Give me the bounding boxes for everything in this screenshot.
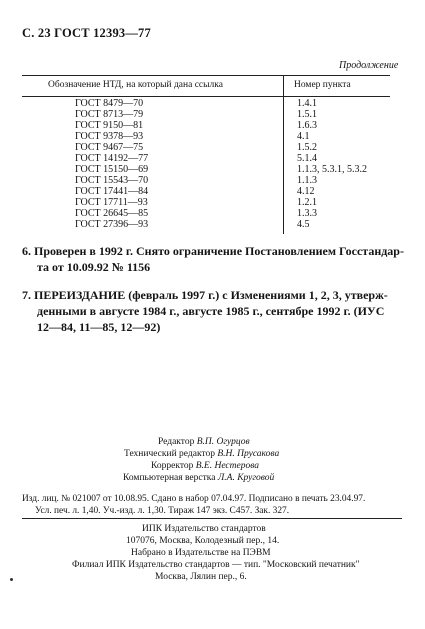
credit-tech-name: В.Н. Прусакова [217,449,280,459]
publisher-address: 107076, Москва, Колодезный пер., 14. [126,536,280,546]
note-7-line-3: 12—84, 11—85, 12—92) [37,320,161,334]
doc-cell: ГОСТ 15150—69 [75,164,149,175]
imprint-line-2: Усл. печ. л. 1,40. Уч.-изд. л. 1,30. Тираж 147 экз. С457. Зак. 327. [35,506,290,516]
continuation-label: Продолжение [339,60,399,71]
item-cell: 1.3.3 [297,208,317,219]
doc-cell: ГОСТ 26645—85 [75,208,149,219]
item-cell: 1.1.3 [297,175,317,186]
table-row [0,197,425,208]
doc-cell: ГОСТ 9150—81 [75,120,144,131]
publisher-name: ИПК Издательство стандартов [142,524,266,534]
item-cell: 1.1.3, 5.3.1, 5.3.2 [297,164,367,175]
doc-cell: ГОСТ 14192—77 [75,153,149,164]
credit-corr-name: В.Е. Нестерова [195,461,260,471]
col-header-doc: Обозначение НТД, на который дана ссылка [48,80,223,90]
table-row [0,120,425,131]
table-row [0,186,425,197]
doc-cell: ГОСТ 8479—70 [75,98,144,109]
doc-cell: ГОСТ 17441—84 [75,186,149,197]
table-row [0,109,425,120]
doc-cell: ГОСТ 9378—93 [75,131,144,142]
note-7-line-2: денными в августе 1984 г., августе 1985 г., сентябре 1992 г. (ИУС [37,304,385,318]
credit-layout-name: Л.А. Круговой [217,473,275,483]
table-row [0,219,425,230]
item-cell: 4.5 [297,219,310,230]
table-header-rule [22,96,390,97]
credit-corrector [151,461,259,471]
credit-corr-label: Корректор [151,461,194,471]
note-7-line-1: 7. ПЕРЕИЗДАНИЕ (февраль 1997 г.) с Изменениями 1, 2, 3, утверж- [22,288,388,302]
item-cell: 1.5.1 [297,109,317,120]
item-cell: 1.6.3 [297,120,317,131]
item-cell: 1.4.1 [297,98,317,109]
scan-speck [10,578,13,581]
doc-cell: ГОСТ 15543—70 [75,175,149,186]
item-cell: 1.5.2 [297,142,317,153]
table-row [0,153,425,164]
publisher-branch: Филиал ИПК Издательство стандартов — тип. "Московский печатник" [72,560,360,570]
table-row [0,98,425,109]
note-6-line-1: 6. Проверен в 1992 г. Снято ограничение Постановлением Госстандар- [22,244,404,258]
credit-tech-editor [124,449,279,459]
table-top-rule [22,75,390,76]
item-cell: 1.2.1 [297,197,317,208]
publisher-branch-address: Москва, Лялин пер., 6. [155,572,247,582]
page-header: С. 23 ГОСТ 12393—77 [22,26,151,40]
doc-cell: ГОСТ 9467—75 [75,142,144,153]
credit-layout [123,473,274,483]
credit-layout-label: Компьютерная верстка [123,473,216,483]
credit-tech-label: Технический редактор [124,449,215,459]
item-cell: 4.12 [297,186,315,197]
table-row [0,208,425,219]
col-header-item: Номер пункта [294,80,351,90]
credit-editor-name: В.П. Огурцов [196,437,250,447]
doc-cell: ГОСТ 8713—79 [75,109,144,120]
item-cell: 4.1 [297,131,310,142]
item-cell: 5.1.4 [297,153,317,164]
imprint-rule [22,518,402,519]
credit-editor [158,437,250,447]
table-row [0,164,425,175]
note-6-line-2: та от 10.09.92 № 1156 [37,260,151,274]
table-row [0,142,425,153]
table-row [0,131,425,142]
doc-cell: ГОСТ 17711—93 [75,197,148,208]
doc-cell: ГОСТ 27396—93 [75,219,149,230]
publisher-typeset: Набрано в Издательстве на ПЭВМ [131,548,271,558]
credit-editor-label: Редактор [158,437,195,447]
imprint-line-1: Изд. лиц. № 021007 от 10.08.95. Сдано в набор 07.04.97. Подписано в печать 23.04.97. [22,494,366,504]
table-row [0,175,425,186]
